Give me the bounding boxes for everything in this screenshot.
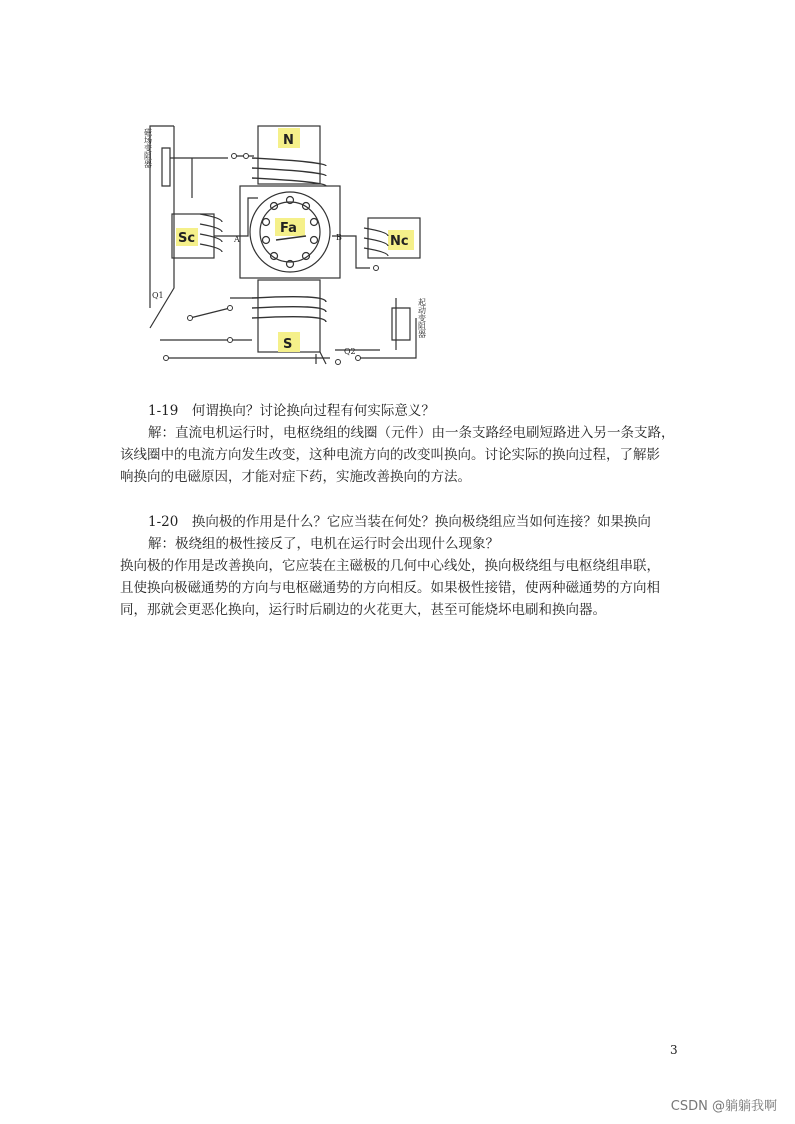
answer-line: 解：直流电机运行时，电枢绕组的线圈（元件）由一条支路经电刷短路进入另一条支路， [148, 425, 675, 441]
motor-circuit-diagram [130, 118, 430, 386]
question-title: 1-19 何谓换向？讨论换向过程有何实际意义？ [148, 403, 435, 419]
label-s: S [283, 337, 293, 352]
question-1-20 [120, 511, 680, 621]
answer-line: 同，那就会更恶化换向，运行时后刷边的火花更大，甚至可能烧坏电刷和换向器。 [120, 602, 606, 618]
label-b: B [336, 233, 342, 242]
label-n: N [283, 133, 294, 148]
question-1-19 [120, 400, 680, 488]
question-title: 1-20 换向极的作用是什么？它应当装在何处？换向极绕组应当如何连接？如果换向 [148, 514, 651, 530]
label-a: A [234, 235, 240, 244]
circuit-svg [130, 118, 430, 386]
label-field-rheostat: 磁场变阻器 [143, 128, 153, 168]
label-q2: Q2 [344, 347, 356, 356]
label-nc: Nc [390, 234, 409, 249]
answer-line: 且使换向极磁通势的方向与电枢磁通势的方向相反。如果极性接错，使两种磁通势的方向相 [120, 580, 660, 596]
label-sc: Sc [178, 231, 196, 246]
page-number: 3 [670, 1043, 678, 1057]
label-start-rheostat: 起动变阻器 [417, 298, 427, 338]
label-q1: Q1 [152, 291, 164, 300]
label-fa: Fa [280, 221, 297, 236]
watermark: CSDN @躺躺我啊 [670, 1099, 777, 1114]
answer-line: 解：极绕组的极性接反了，电机在运行时会出现什么现象？ [148, 536, 499, 552]
answer-line: 响换向的电磁原因，才能对症下药，实施改善换向的方法。 [120, 469, 471, 485]
answer-line: 换向极的作用是改善换向，它应装在主磁极的几何中心线处，换向极绕组与电枢绕组串联， [120, 558, 660, 574]
answer-line: 该线圈中的电流方向发生改变，这种电流方向的改变叫换向。讨论实际的换向过程，了解影 [120, 447, 660, 463]
